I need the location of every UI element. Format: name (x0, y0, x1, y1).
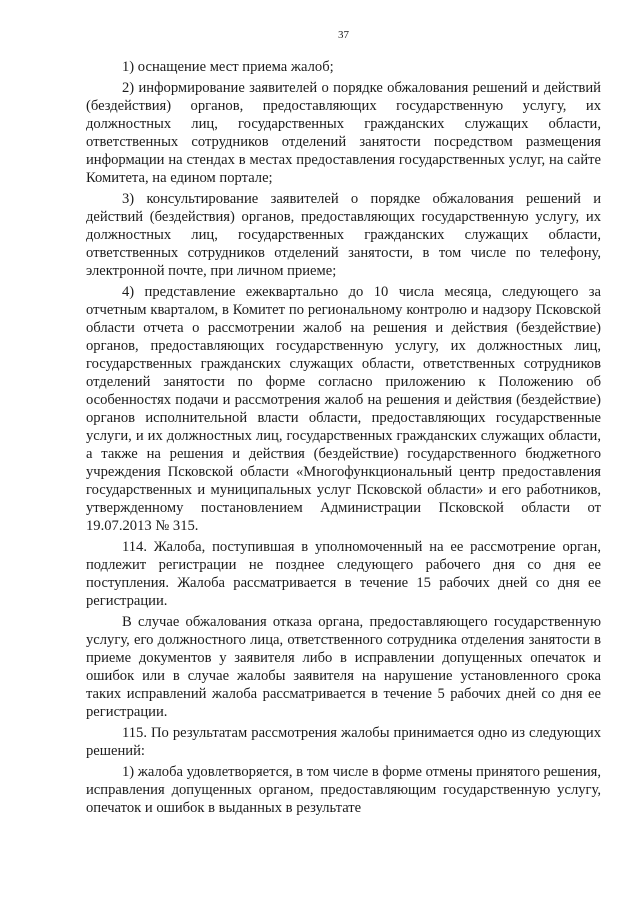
paragraph-appeal-refusal: В случае обжалования отказа органа, предоставляющего государственную услугу, его должностного лица, ответственного сотрудника отделения занятости в приеме документов у заявителя либо в исправлении допущенных опечаток и ошибок или в случае жалобы заявителя на нарушение установленного срока таких исправлений жалоба рассматривается в течение 5 рабочих дней со дня ее регистрации. (86, 614, 601, 720)
paragraph-115: 115. По результатам рассмотрения жалобы принимается одно из следующих решений: (86, 725, 601, 759)
paragraph-item-3: 3) консультирование заявителей о порядке обжалования решений и действий (бездействия) органов, предоставляющих государственную услугу, их должностных лиц, государственных гражданских служащих области, ответственных сотрудников отделений занятости, в том числе по телефону, электронной почте, при личном приеме; (86, 191, 601, 279)
paragraph-item-4: 4) представление ежеквартально до 10 числа месяца, следующего за отчетным кварталом, в Комитет по региональному контролю и надзору Псковской области отчета о рассмотрении жалоб на решения и действия (бездействие) органов, предоставляющих государственную услугу, их должностных лиц, государственных гражданских служащих области, ответственных сотрудников отделений занятости по форме согласно приложению к Положению об особенностях подачи и рассмотрения жалоб на решения и действия (бездействие) органов исполнительной власти области, предоставляющих государственные услуги, и их должностных лиц, государственных гражданских служащих области, а также на решения и действия (бездействие) государственного бюджетного учреждения Псковской области «Многофункциональный центр предоставления государственных и муниципальных услуг Псковской области» и его работников, утвержденному постановлением Администрации Псковской области от 19.07.2013 № 315. (86, 284, 601, 534)
paragraph-item-1: 1) оснащение мест приема жалоб; (122, 59, 334, 75)
paragraph-decision-1: 1) жалоба удовлетворяется, в том числе в форме отмены принятого решения, исправления допущенных органом, предоставляющим государственную услугу, опечаток и ошибок в выданных в результате (86, 764, 601, 816)
page-number: 37 (338, 29, 349, 41)
document-body (86, 58, 601, 820)
paragraph-item-2: 2) информирование заявителей о порядке обжалования решений и действий (бездействия) органов, предоставляющих государственную услугу, их должностных лиц, государственных гражданских служащих области, ответственных сотрудников отделений занятости посредством размещения информации на стендах в местах предоставления государственных услуг, на сайте Комитета, на едином портале; (86, 80, 601, 186)
paragraph-114: 114. Жалоба, поступившая в уполномоченный на ее рассмотрение орган, подлежит регистрации не позднее следующего рабочего дня со дня ее поступления. Жалоба рассматривается в течение 15 рабочих дней со дня ее регистрации. (86, 539, 601, 609)
document-page (86, 0, 601, 905)
